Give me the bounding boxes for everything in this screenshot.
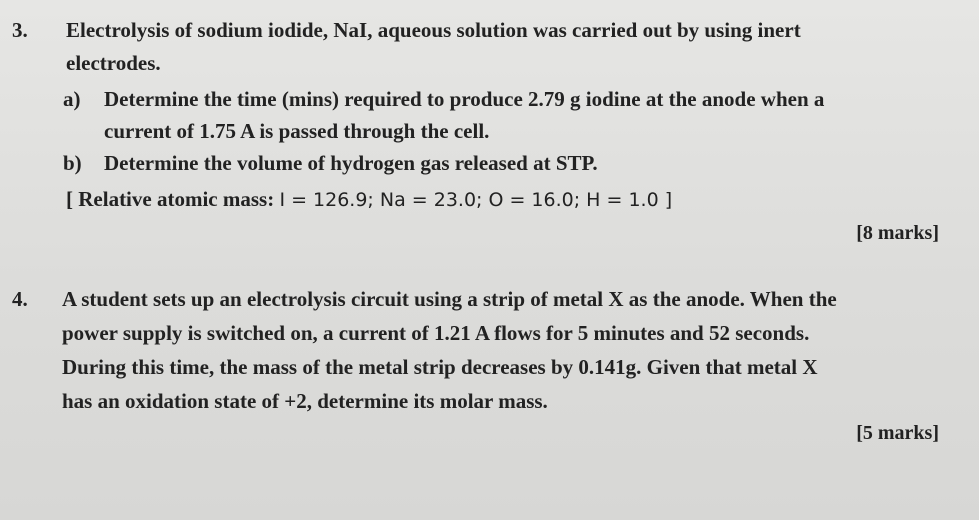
relative-atomic-mass-values: I = 126.9; Na = 23.0; O = 16.0; H = 1.0 ] [279,189,673,211]
question-3a-line-1: Determine the time (mins) required to produce 2.79 g iodine at the anode when a [104,87,825,111]
question-3-number: 3. [12,18,28,42]
relative-atomic-mass-label: [ Relative atomic mass: [66,187,280,211]
question-4-line-3: During this time, the mass of the metal strip decreases by 0.141g. Given that metal X [62,355,818,379]
question-4-number: 4. [12,287,28,311]
relative-atomic-mass-line [66,186,672,213]
question-3b-label: b) [63,151,82,175]
question-3-marks: [8 marks] [856,222,939,244]
question-3a-line-2: current of 1.75 A is passed through the cell. [104,119,490,143]
question-3a-label: a) [63,87,81,111]
question-4-marks: [5 marks] [856,422,939,444]
question-4-line-4: has an oxidation state of +2, determine its molar mass. [62,389,548,413]
question-4-line-2: power supply is switched on, a current of 1.21 A flows for 5 minutes and 52 seconds. [62,321,810,345]
question-3b-line-1: Determine the volume of hydrogen gas released at STP. [104,151,598,175]
question-4-line-1: A student sets up an electrolysis circuit using a strip of metal X as the anode. When the [62,287,837,311]
question-3-stem-line-1: Electrolysis of sodium iodide, NaI, aqueous solution was carried out by using inert [66,18,801,42]
question-3-stem-line-2: electrodes. [66,51,161,75]
